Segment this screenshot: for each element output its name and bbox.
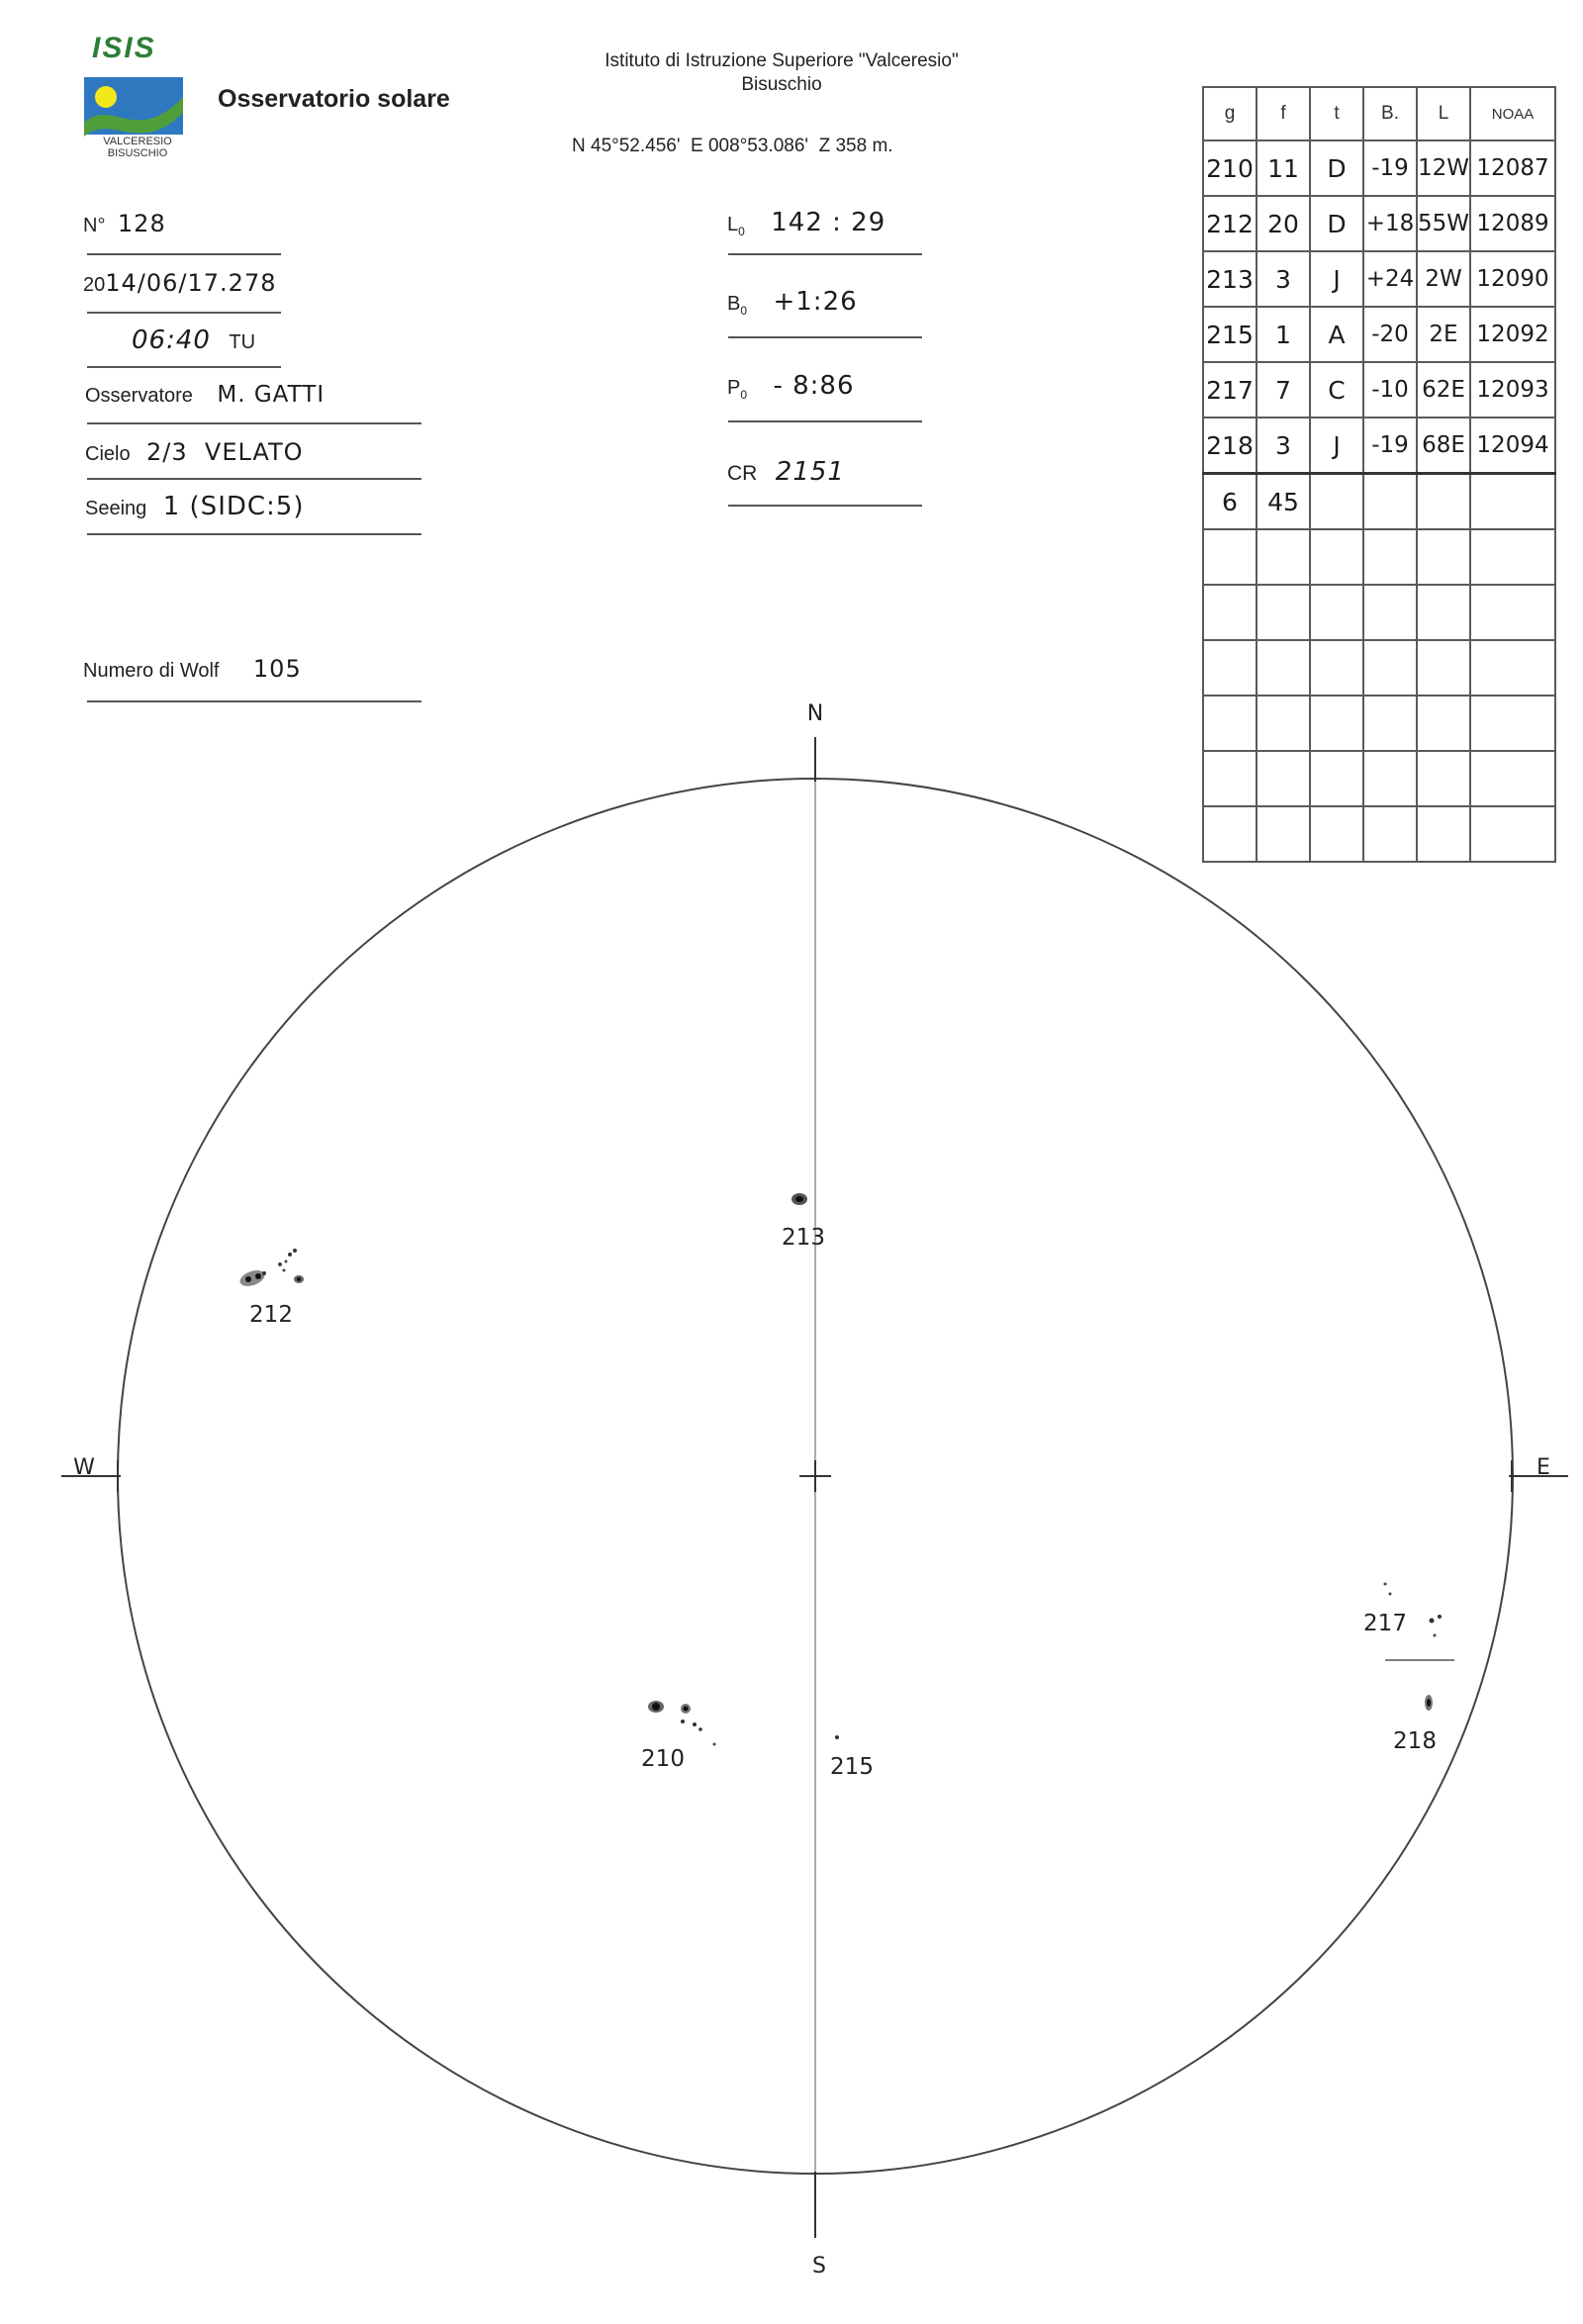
group-label-217: 217 [1363, 1611, 1407, 1636]
group-label-215: 215 [830, 1754, 874, 1780]
cell-t: D [1310, 196, 1363, 251]
date-value: 14/06/17.278 [105, 269, 277, 297]
cell-g: 213 [1203, 251, 1257, 307]
total-spots: 45 [1257, 474, 1310, 530]
number-label: N° [83, 215, 106, 236]
cell-noaa: 12089 [1470, 196, 1555, 251]
cell-l: 12W [1417, 140, 1470, 196]
sunspot-group-218 [1425, 1695, 1433, 1711]
total-groups: 6 [1203, 474, 1257, 530]
cell-t: A [1310, 307, 1363, 362]
header-l: L [1417, 87, 1470, 140]
cell-noaa: 12090 [1470, 251, 1555, 307]
time-unit: TU [229, 331, 256, 353]
cell-noaa: 12092 [1470, 307, 1555, 362]
header-g: g [1203, 87, 1257, 140]
observer-label: Osservatore [85, 385, 193, 407]
seeing-value: 1 (SIDC:5) [162, 492, 305, 521]
group-label-210: 210 [641, 1746, 685, 1772]
seeing-label: Seeing [85, 498, 147, 519]
cell-g: 217 [1203, 362, 1257, 418]
number-value: 128 [117, 210, 166, 237]
cell-t: C [1310, 362, 1363, 418]
institute-town: Bisuschio [741, 74, 822, 95]
header-f: f [1257, 87, 1310, 140]
cell-noaa: 12093 [1470, 362, 1555, 418]
cell-l: 2W [1417, 251, 1470, 307]
cell-l: 55W [1417, 196, 1470, 251]
east-label: E [1536, 1455, 1550, 1480]
cell-l: 62E [1417, 362, 1470, 418]
l0-value: 142 : 29 [771, 208, 886, 237]
south-label: S [812, 2254, 826, 2278]
cell-l: 2E [1417, 307, 1470, 362]
wolf-label: Numero di Wolf [83, 660, 220, 682]
cr-value: 2151 [775, 457, 845, 487]
cell-b: -20 [1363, 307, 1417, 362]
sunspot-group-213 [792, 1193, 807, 1205]
group-label-218: 218 [1393, 1728, 1437, 1754]
cell-f: 3 [1257, 418, 1310, 474]
cell-g: 210 [1203, 140, 1257, 196]
time-value: 06:40 [132, 325, 211, 355]
header-noaa: NOAA [1470, 87, 1555, 140]
cell-l: 68E [1417, 418, 1470, 474]
sky-label: Cielo [85, 443, 131, 465]
b0-label: $B_0$ [727, 293, 748, 318]
institute-name: Istituto di Istruzione Superiore "Valceresio" [605, 50, 959, 71]
sky-value: 2/3 VELATO [146, 438, 304, 466]
cell-g: 215 [1203, 307, 1257, 362]
header-b: B. [1363, 87, 1417, 140]
cell-f: 3 [1257, 251, 1310, 307]
logo-caption-line2: BISUSCHIO [107, 147, 168, 159]
site-coordinates: N 45°52.456' E 008°53.086' Z 358 m. [572, 136, 893, 156]
cell-g: 212 [1203, 196, 1257, 251]
header-t: t [1310, 87, 1363, 140]
cell-g: 218 [1203, 418, 1257, 474]
logo-wordmark: ISIS [92, 32, 156, 64]
b0-value: +1:26 [773, 287, 858, 317]
date-prefix: 20 [83, 274, 106, 296]
logo-caption-line1: VALCERESIO [103, 136, 172, 147]
sunspot-group-210 [648, 1701, 716, 1746]
cell-f: 7 [1257, 362, 1310, 418]
cell-noaa: 12087 [1470, 140, 1555, 196]
cell-t: D [1310, 140, 1363, 196]
cell-b: -10 [1363, 362, 1417, 418]
north-label: N [806, 701, 824, 726]
cell-b: -19 [1363, 418, 1417, 474]
cell-b: +18 [1363, 196, 1417, 251]
cell-b: -19 [1363, 140, 1417, 196]
cell-f: 1 [1257, 307, 1310, 362]
group-label-213: 213 [782, 1225, 825, 1251]
sunspot-group-215 [835, 1735, 839, 1739]
cell-t: J [1310, 418, 1363, 474]
wolf-value: 105 [252, 655, 302, 683]
group-label-212: 212 [249, 1302, 293, 1328]
sunspot-group-212 [237, 1249, 304, 1289]
cr-label: CR [727, 462, 758, 485]
cell-noaa: 12094 [1470, 418, 1555, 474]
cell-f: 11 [1257, 140, 1310, 196]
west-label: W [73, 1455, 95, 1480]
observer-value: M. GATTI [217, 382, 326, 408]
p0-label: $P_0$ [727, 377, 748, 402]
cell-f: 20 [1257, 196, 1310, 251]
l0-label: $L_0$ [727, 214, 745, 238]
cell-t: J [1310, 251, 1363, 307]
cell-b: +24 [1363, 251, 1417, 307]
observatory-title: Osservatorio solare [218, 85, 450, 113]
p0-value: - 8:86 [773, 371, 855, 401]
